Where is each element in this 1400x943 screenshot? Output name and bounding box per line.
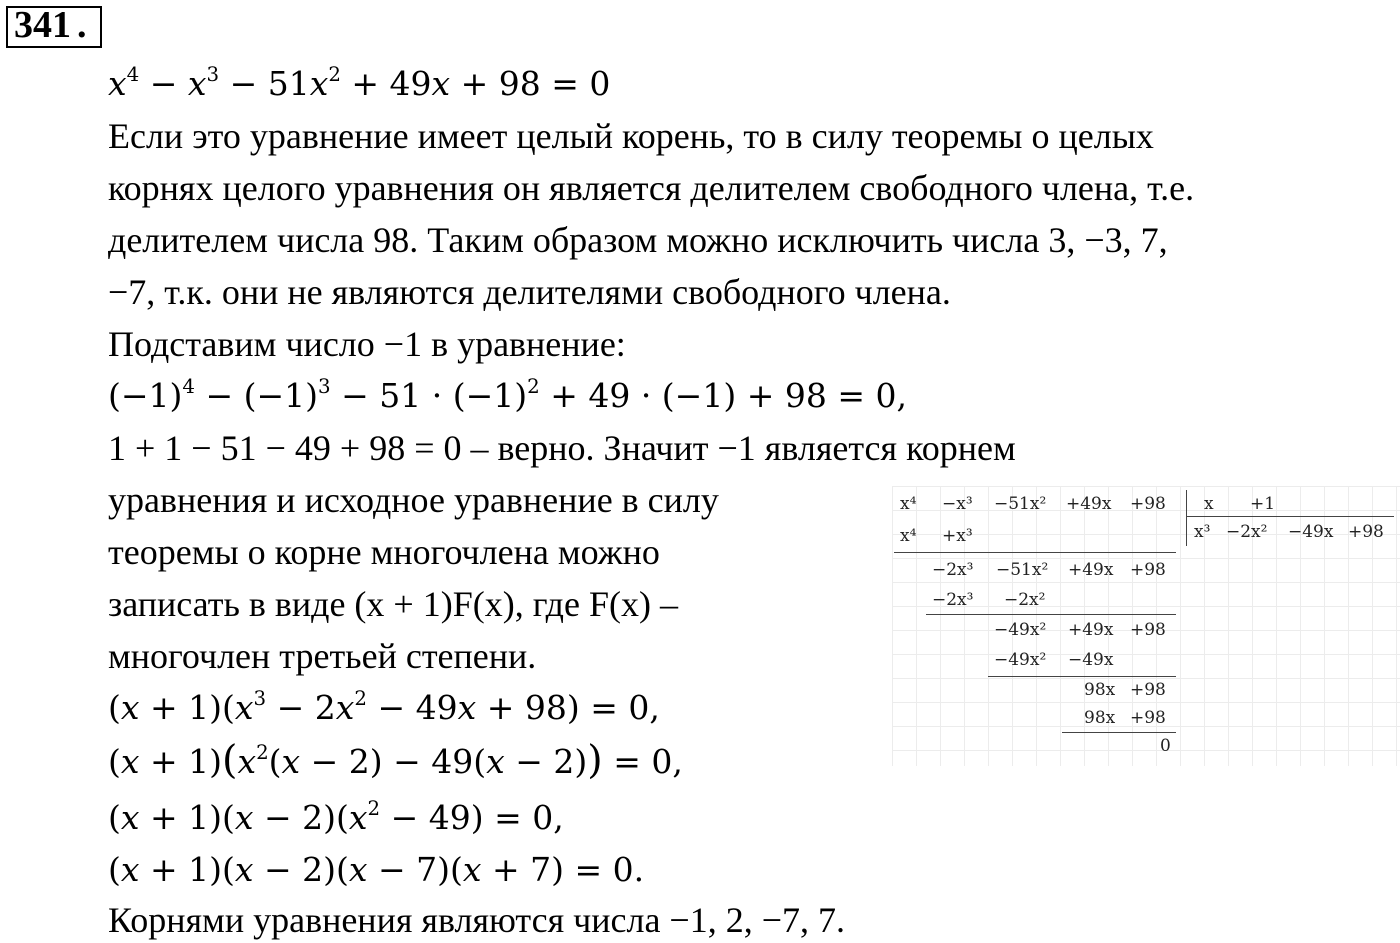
divisor-line — [1186, 516, 1394, 517]
text-line-8: теоремы о корне многочлена можно — [108, 532, 660, 572]
divisor-term: x — [1204, 494, 1214, 514]
division-term: +98 — [1130, 620, 1166, 640]
division-term: −49x² — [994, 620, 1047, 640]
division-line — [988, 676, 1176, 677]
division-term: x⁴ — [900, 526, 917, 546]
quotient-term: x³ — [1194, 522, 1211, 542]
equation-main: $x^4 - x^3 - 51x^2 + 49x + 98 = 0$ — [108, 63, 611, 103]
division-term: +49x — [1068, 620, 1114, 640]
text-line-1: Если это уравнение имеет целый корень, то в силу теоремы о целых — [108, 116, 1154, 156]
division-line — [894, 552, 1176, 553]
text-line-2: корнях целого уравнения он является делителем свободного члена, т.е. — [108, 168, 1195, 208]
division-term: +98 — [1130, 560, 1166, 580]
equation-substitution: $(-1)^4 - (-1)^3 - 51 \cdot (-1)^2 + 49 \cdot (-1) + 98 = 0$, — [108, 375, 907, 415]
division-term: −51x² — [996, 560, 1049, 580]
text-line-4: −7, т.к. они не являются делителями свободного члена. — [108, 272, 951, 312]
division-term: −2x³ — [932, 560, 974, 580]
division-term: 98x — [1084, 708, 1116, 728]
quotient-term: +98 — [1348, 522, 1384, 542]
text-line-3: делителем числа 98. Таким образом можно исключить числа 3, −3, 7, — [108, 220, 1168, 260]
division-term: 98x — [1084, 680, 1116, 700]
division-bracket — [1186, 490, 1187, 546]
text-line-10: многочлен третьей степени. — [108, 636, 537, 676]
division-term: −49x² — [994, 650, 1047, 670]
text-line-7: уравнения и исходное уравнение в силу — [108, 480, 719, 520]
division-term: −49x — [1068, 650, 1114, 670]
division-term: +98 — [1130, 708, 1166, 728]
division-term: +x³ — [942, 526, 973, 546]
division-term: +49x — [1066, 494, 1112, 514]
division-term: x⁴ — [900, 494, 917, 514]
long-division — [892, 486, 1400, 766]
division-term: −2x² — [1004, 590, 1046, 610]
equation-factor-4: (x + 1)(x − 2)(x − 7)(x + 7) = 0. — [108, 850, 645, 889]
quotient-term: −2x² — [1226, 522, 1268, 542]
text-line-6: 1 + 1 − 51 − 49 + 98 = 0 – верно. Значит −1 является корнем — [108, 428, 1016, 468]
division-line — [1062, 732, 1176, 733]
quotient-term: −49x — [1288, 522, 1334, 542]
text-line-9: записать в виде (x + 1)F(x), где F(x) – — [108, 584, 678, 624]
division-remainder: 0 — [1160, 736, 1171, 756]
division-term: +98 — [1130, 494, 1166, 514]
division-term: +49x — [1068, 560, 1114, 580]
division-term: −x³ — [942, 494, 973, 514]
equation-factor-2: $(x + 1)(x^2(x - 2) - 49(x - 2)) = 0$, — [108, 737, 683, 783]
equation-factor-1: $(x + 1)(x^3 - 2x^2 - 49x + 98) = 0$, — [108, 687, 660, 727]
divisor-term: +1 — [1250, 494, 1276, 514]
problem-number-text: 341 — [14, 4, 71, 46]
division-term: −2x³ — [932, 590, 974, 610]
division-line — [926, 614, 1176, 615]
text-line-5: Подставим число −1 в уравнение: — [108, 324, 626, 364]
division-term: −51x² — [994, 494, 1047, 514]
division-term: +98 — [1130, 680, 1166, 700]
equation-factor-3: $(x + 1)(x - 2)(x^2 - 49) = 0$, — [108, 797, 564, 837]
text-conclusion: Корнями уравнения являются числа −1, 2, −7, 7. — [108, 900, 846, 940]
